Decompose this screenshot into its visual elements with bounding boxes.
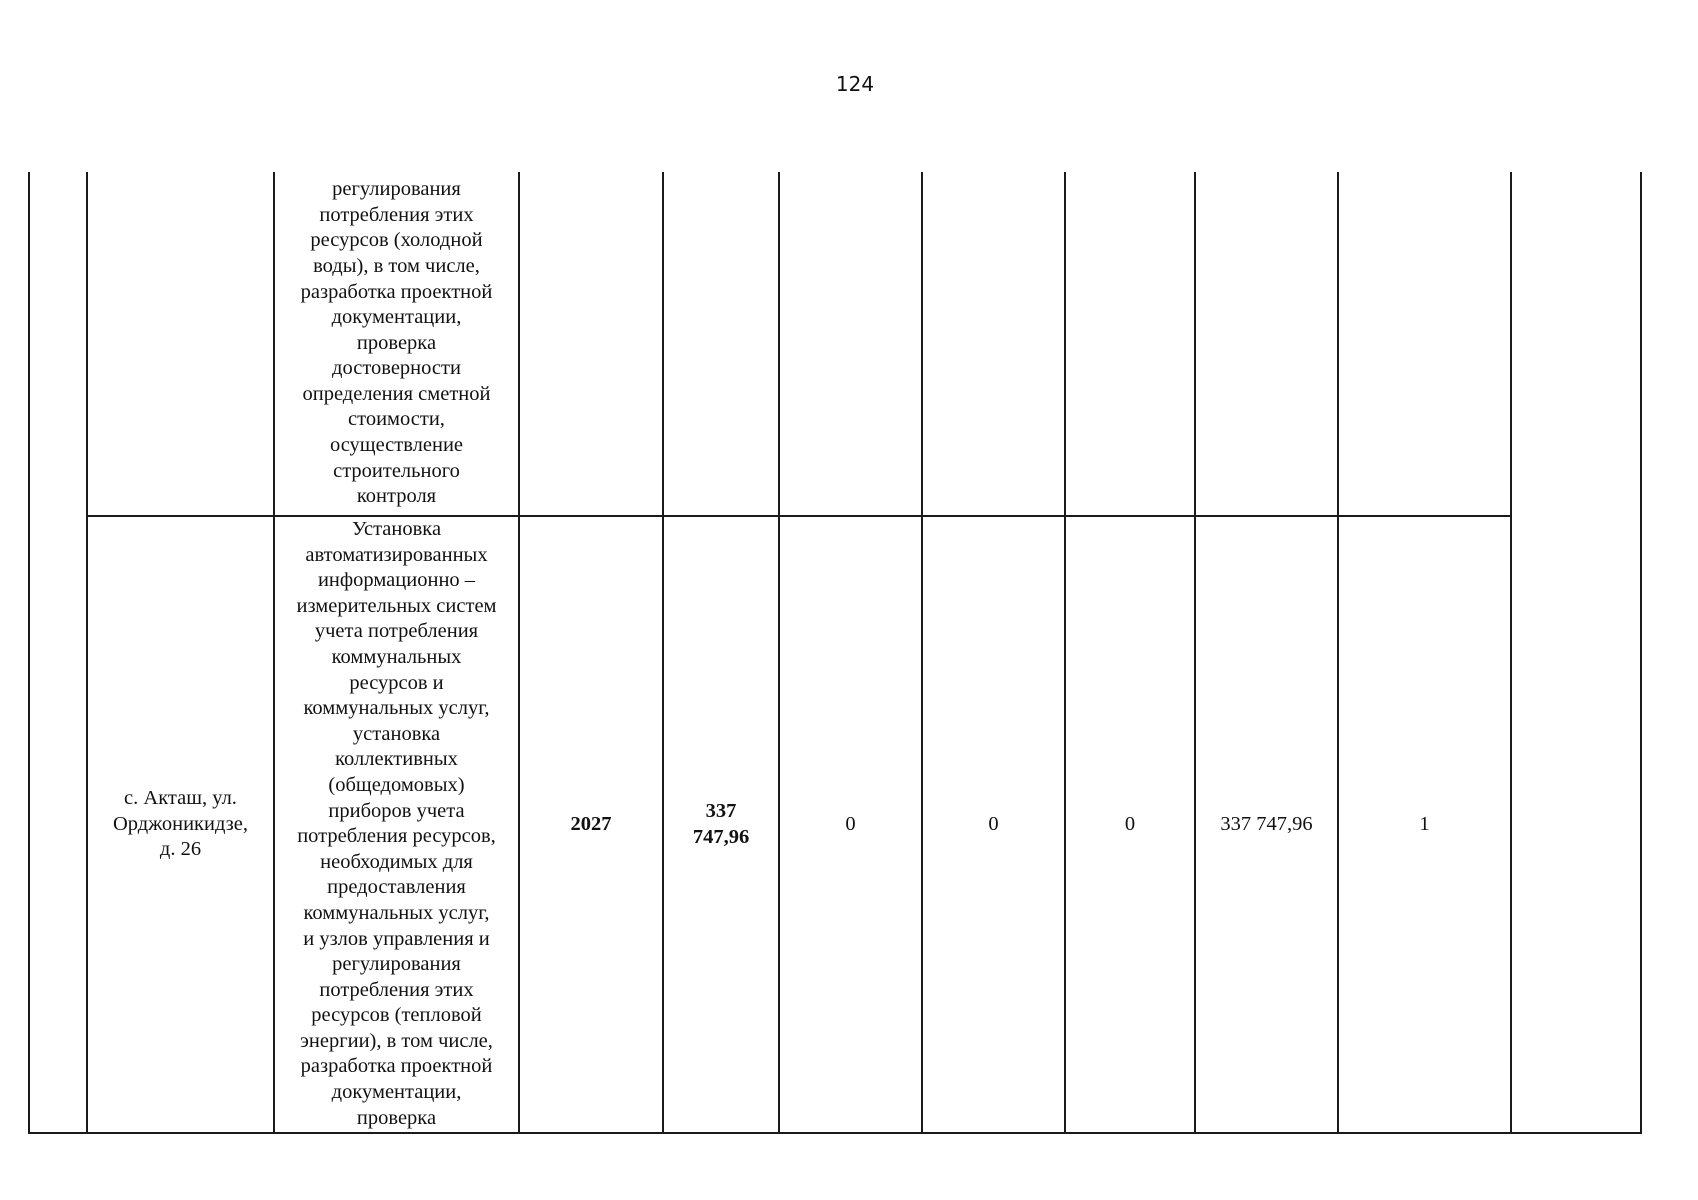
value-cell <box>923 517 1064 1132</box>
year-cell <box>520 517 662 1132</box>
value-text: 337 747,96 <box>1220 812 1313 835</box>
description-cell: регулирования потребления этих ресурсов (холодной воды), в том числе, разработка проектной документации, проверка достоверности определения сметной стоимости, осуществление строительного контроля <box>300 178 493 508</box>
value-text: 0 <box>1124 812 1136 835</box>
value-cell <box>1196 517 1337 1132</box>
table-border <box>28 172 30 1134</box>
data-table <box>28 172 1642 1134</box>
table-border <box>1510 172 1512 1134</box>
address-text: с. Акташ, ул. Орджоникидзе, д. 26 <box>113 787 248 861</box>
total-cost-cell <box>664 517 778 1132</box>
value-text: 0 <box>988 812 999 835</box>
description-cell <box>275 517 518 1132</box>
value-text: 1 <box>1419 812 1430 835</box>
table-border <box>1640 172 1642 1134</box>
value-cell <box>1339 517 1510 1132</box>
total-cost-text: 337 747,96 <box>692 799 750 848</box>
table-bottom-border <box>28 1132 1642 1134</box>
description-text: Установка автоматизированных информационно – измерительных систем учета потребления коммунальных ресурсов и коммунальных услуг, установка коллективных (общедомовых) приборов учета потребления ресурсов, необходимых для предоставления коммунальных услуг, и узлов управления и регулирования потребления этих ресурсов (тепловой энергии), в том числе, разработка проектной документации, проверка <box>296 518 497 1129</box>
value-cell <box>1066 517 1194 1132</box>
table-row <box>275 172 518 515</box>
address-cell <box>88 517 273 1132</box>
value-text: 0 <box>845 812 856 835</box>
value-cell <box>780 517 921 1132</box>
year-text: 2027 <box>570 812 612 835</box>
page-number: 124 <box>835 72 875 96</box>
